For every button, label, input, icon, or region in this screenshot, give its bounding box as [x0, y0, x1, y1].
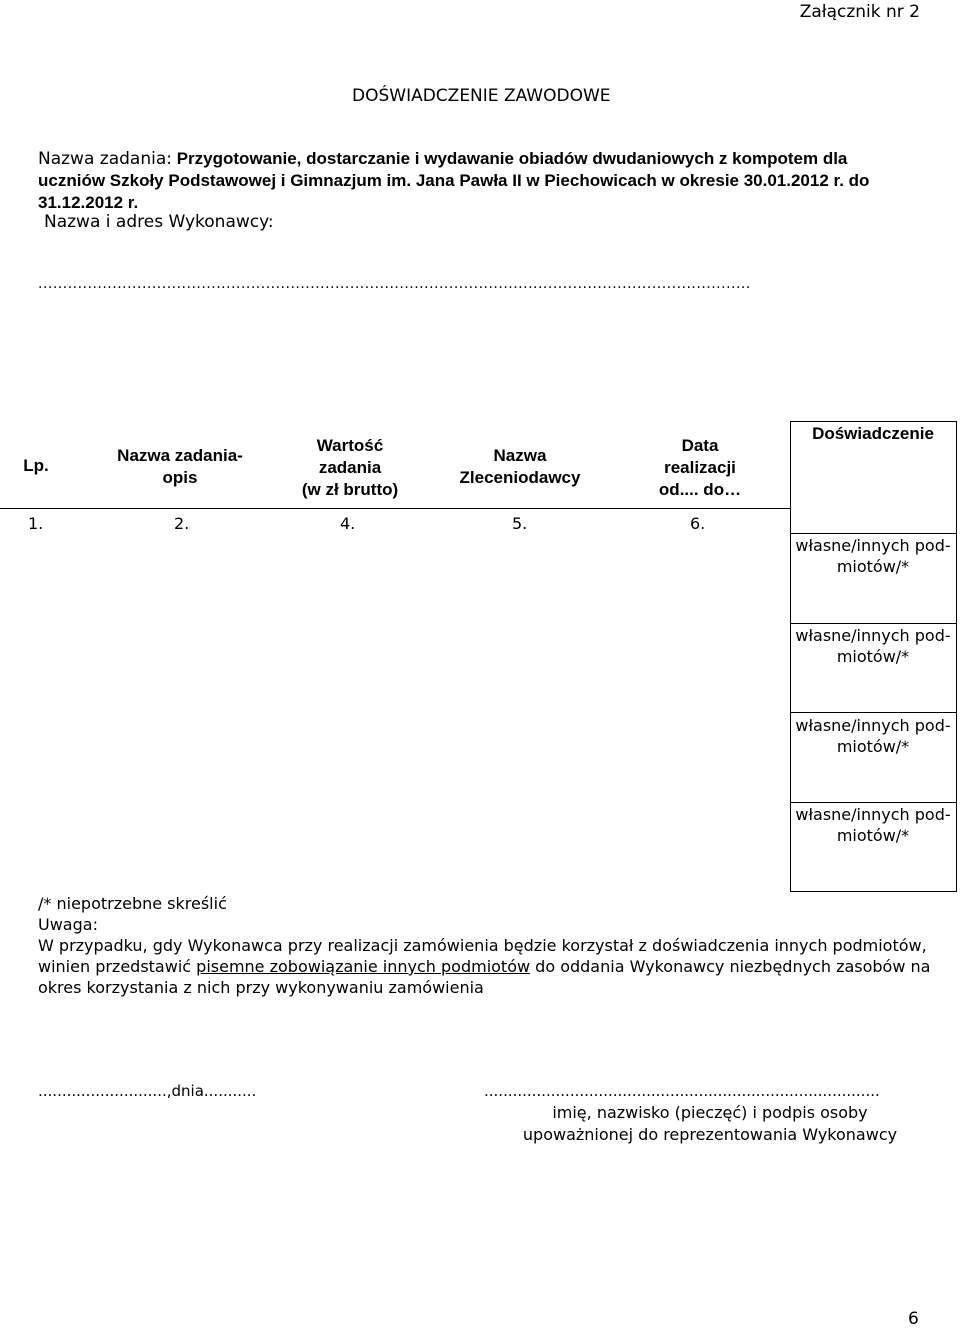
- col-number-5: 5.: [512, 514, 528, 533]
- header-task-name: Nazwa zadania-opis: [117, 446, 243, 487]
- col-number-1: 1.: [28, 514, 44, 533]
- signature-caption-line1: imię, nazwisko (pieczęć) i podpis osoby: [552, 1103, 868, 1122]
- col-number-6: 6.: [690, 514, 706, 533]
- experience-cell-4: [790, 804, 956, 846]
- signature-caption-line2: upoważnionej do reprezentowania Wykonawcy: [522, 1125, 898, 1144]
- signature-line: ...................................................................................: [484, 1082, 880, 1100]
- contractor-fill-line: ................................................................................................................................................: [38, 276, 751, 292]
- note-section: [38, 893, 938, 998]
- col-number-4: 4.: [340, 514, 356, 533]
- warning-text-part1: W przypadku, gdy Wykonawca przy realizacji zamówienia będzie korzystał z doświadczenia innych podmiotów, winien przedstawić: [38, 936, 927, 976]
- warning-text: [38, 935, 938, 998]
- annex-label: Załącznik nr 2: [799, 2, 920, 22]
- experience-line2: miotów/*: [836, 737, 910, 756]
- header-date-line3: od.... do…: [658, 480, 742, 499]
- header-client-line2: Zleceniodawcy: [459, 468, 581, 487]
- place-date-line: ...........................,dnia...........: [38, 1082, 257, 1100]
- experience-cell-2: [790, 625, 956, 667]
- signature-caption: [500, 1102, 920, 1146]
- experience-line1: własne/innych pod-: [795, 805, 951, 824]
- header-date-line2: realizacji: [664, 458, 736, 477]
- page-number: 6: [908, 1309, 919, 1329]
- warning-label: Uwaga:: [38, 915, 98, 934]
- header-value-line1: Wartość: [316, 436, 384, 455]
- experience-line1: własne/innych pod-: [795, 536, 951, 555]
- experience-line1: własne/innych pod-: [795, 626, 951, 645]
- header-client: [440, 445, 600, 489]
- header-date: [630, 435, 770, 501]
- experience-cell-1: [790, 535, 956, 577]
- experience-line2: miotów/*: [836, 647, 910, 666]
- header-value: [280, 435, 420, 501]
- header-client-line1: Nazwa: [493, 446, 547, 465]
- experience-cell-3: [790, 715, 956, 757]
- header-experience: Doświadczenie: [812, 424, 934, 443]
- task-name: Przygotowanie, dostarczanie i wydawanie obiadów dwudaniowych z kompotem dla uczniów Szkoły Podstawowej i Gimnazjum im. Jana Pawła II w Piechowicach w okresie 30.01.2012 r. do 31.12.2012 r.: [38, 149, 870, 212]
- warning-text-part2: do oddania Wykonawcy niezbędnych zasobów na okres korzystania z nich przy wykonywaniu zamówienia: [38, 957, 931, 997]
- experience-line2: miotów/*: [836, 557, 910, 576]
- col-number-2: 2.: [174, 514, 190, 533]
- header-value-line2: zadania: [318, 458, 382, 477]
- strike-note: /* niepotrzebne skreślić: [38, 894, 227, 913]
- document-title: DOŚWIADCZENIE ZAWODOWE: [352, 86, 611, 106]
- task-description: [38, 148, 918, 214]
- header-value-line3: (w zł brutto): [301, 480, 399, 499]
- contractor-label: Nazwa i adres Wykonawcy:: [44, 212, 274, 232]
- task-label: Nazwa zadania:: [38, 149, 172, 169]
- experience-table: [0, 421, 960, 893]
- header-lp: Lp.: [23, 456, 49, 475]
- warning-text-underlined: pisemne zobowiązanie innych podmiotów: [196, 957, 531, 976]
- experience-line2: miotów/*: [836, 826, 910, 845]
- experience-line1: własne/innych pod-: [795, 716, 951, 735]
- header-date-line1: Data: [681, 436, 719, 455]
